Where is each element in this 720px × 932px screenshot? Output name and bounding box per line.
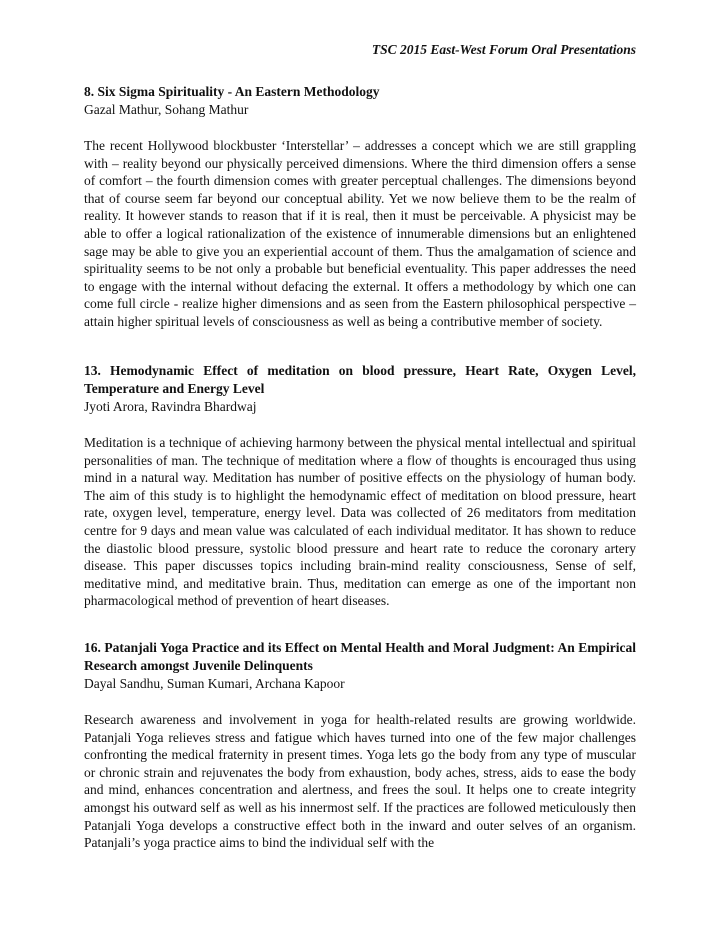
abstract-body: Meditation is a technique of achieving harmony between the physical mental intellectual and spiritual personalities of man. The technique of meditation where a flow of thoughts is encouraged thus using mind in a natural way. Meditation has number of positive effects on the physiology of human body. The aim of this study is to highlight the hemodynamic effect of meditation on blood pressure, heart rate, oxygen level, temperature, energy level. Data was collected of 26 meditators from meditation centre for 9 days and mean value was calculated of each individual meditator. It has shown to reduce the diastolic blood pressure, systolic blood pressure and heart rate to reduce the coronary artery disease. This paper discusses topics including brain-mind reality consciousness, Sense of self, meditative mind, and meditative brain. Thus, meditation can emerge as one of the important non pharmacological method of prevention of heart diseases. [84, 435, 636, 609]
abstract-authors: Gazal Mathur, Sohang Mathur [84, 102, 249, 117]
running-header: TSC 2015 East-West Forum Oral Presentations [371, 42, 636, 57]
abstract-title: 8. Six Sigma Spirituality - An Eastern Methodology [84, 84, 380, 99]
abstract-13 [84, 362, 636, 610]
abstract-body: The recent Hollywood blockbuster ‘Interstellar’ – addresses a concept which we are still grappling with – reality beyond our physically perceived dimensions. Where the third dimension offers a sense of comfort – the fourth dimension comes with greater perceptual challenges. The dimensions beyond that of course seem far beyond our conceptual ability. Yet we now believe them to be the realm of reality. It however stands to reason that if it is real, then it must be perceivable. A physicist may be able to offer a logical rationalization of the existence of innumerable dimensions but an enlightened sage may be able to give you an experiential account of them. Thus the amalgamation of science and spirituality seems to be not only a probable but beneficial eventuality. This paper addresses the need to engage with the internal without defacing the external. It offers a methodology by which one can come full circle - realize higher dimensions and as seen from the Eastern philosophical perspective – attain higher spiritual levels of consciousness as well as being a contributive member of society. [84, 138, 636, 329]
abstract-authors: Dayal Sandhu, Suman Kumari, Archana Kapoor [84, 676, 345, 691]
abstract-8 [84, 83, 636, 331]
abstract-body: Research awareness and involvement in yoga for health-related results are growing worldwide. Patanjali Yoga relieves stress and fatigue which haves turned into one of the few major challenges confronting the medical fraternity in present times. Yoga lets go the body from any type of muscular or chronic strain and rejuvenates the body from exhaustion, body aches, stress, aids to ease the body and mind, enhances concentration and alertness, and frees the soul. It helps one to create integrity amongst his outward self as well as his innermost self. If the practices are followed meticulously then Patanjali Yoga develops a constructive effect both in the inward and outer selves of an organism. Patanjali’s yoga practice aims to bind the individual self with the [84, 712, 636, 851]
abstract-16 [84, 639, 636, 852]
abstract-title: 16. Patanjali Yoga Practice and its Effect on Mental Health and Moral Judgment: An Empirical Research amongst Juvenile Delinquents [84, 640, 636, 673]
abstract-authors: Jyoti Arora, Ravindra Bhardwaj [84, 399, 257, 414]
abstract-title: 13. Hemodynamic Effect of meditation on blood pressure, Heart Rate, Oxygen Level, Temperature and Energy Level [84, 363, 636, 396]
